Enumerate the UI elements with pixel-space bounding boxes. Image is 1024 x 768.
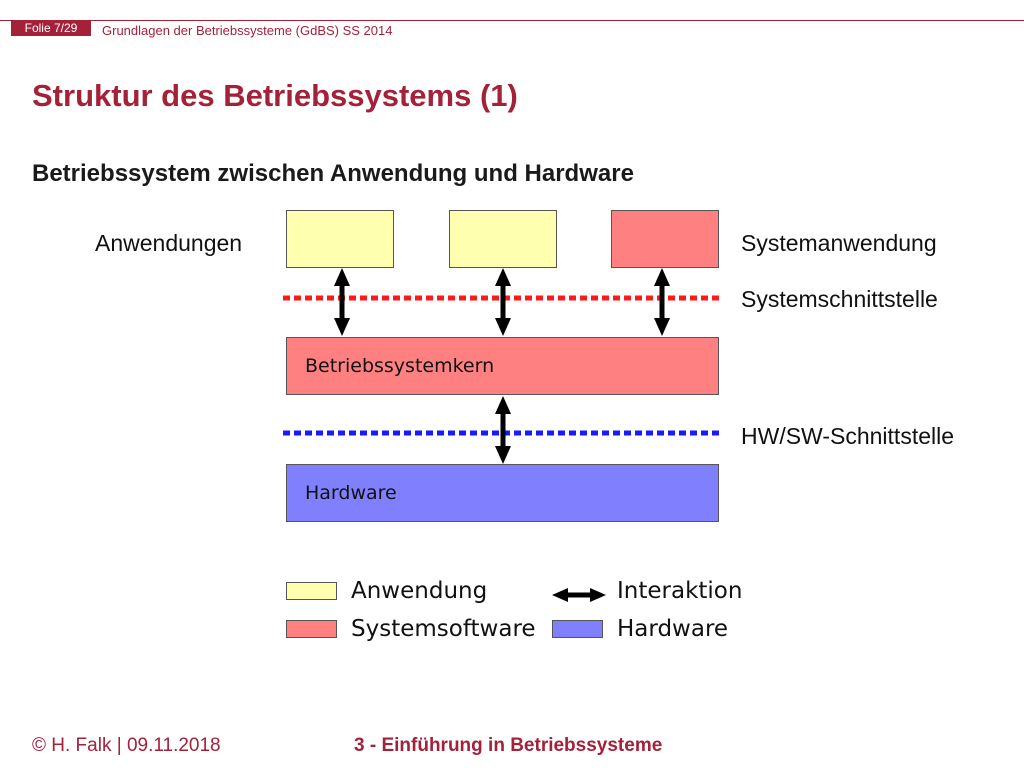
legend-system-software-swatch — [286, 620, 337, 638]
system-application-label: Systemanwendung — [741, 230, 937, 256]
interaction-arrow-3 — [654, 268, 670, 336]
footer-chapter: 3 - Einführung in Betriebssysteme — [354, 735, 663, 756]
legend-interaction-label: Interaktion — [617, 578, 743, 604]
legend-hardware-swatch — [552, 620, 603, 638]
interaction-arrow-1 — [334, 268, 350, 336]
hwsw-interface-label: HW/SW-Schnittstelle — [741, 423, 955, 449]
legend-interaction-arrow — [552, 588, 606, 602]
legend-application-label: Anwendung — [351, 578, 488, 604]
interaction-arrow-2 — [495, 268, 511, 336]
legend-system-software-label: Systemsoftware — [351, 616, 536, 642]
applications-label: Anwendungen — [95, 230, 243, 256]
slide-subtitle: Betriebssystem zwischen Anwendung und Hardware — [32, 160, 634, 187]
footer-author: © H. Falk | 09.11.2018 — [32, 735, 221, 756]
legend-application-swatch — [286, 582, 337, 600]
interaction-arrow-4 — [495, 396, 511, 464]
system-interface-label: Systemschnittstelle — [741, 286, 938, 312]
kernel-label: Betriebssystemkern — [305, 355, 495, 377]
hardware-label: Hardware — [305, 482, 397, 504]
legend-hardware-label: Hardware — [617, 616, 729, 642]
course-title: Grundlagen der Betriebssysteme (GdBS) SS 2014 — [102, 23, 393, 38]
slide-title: Struktur des Betriebssystems (1) — [32, 78, 518, 113]
slide-counter: Folie 7/29 — [11, 20, 91, 36]
